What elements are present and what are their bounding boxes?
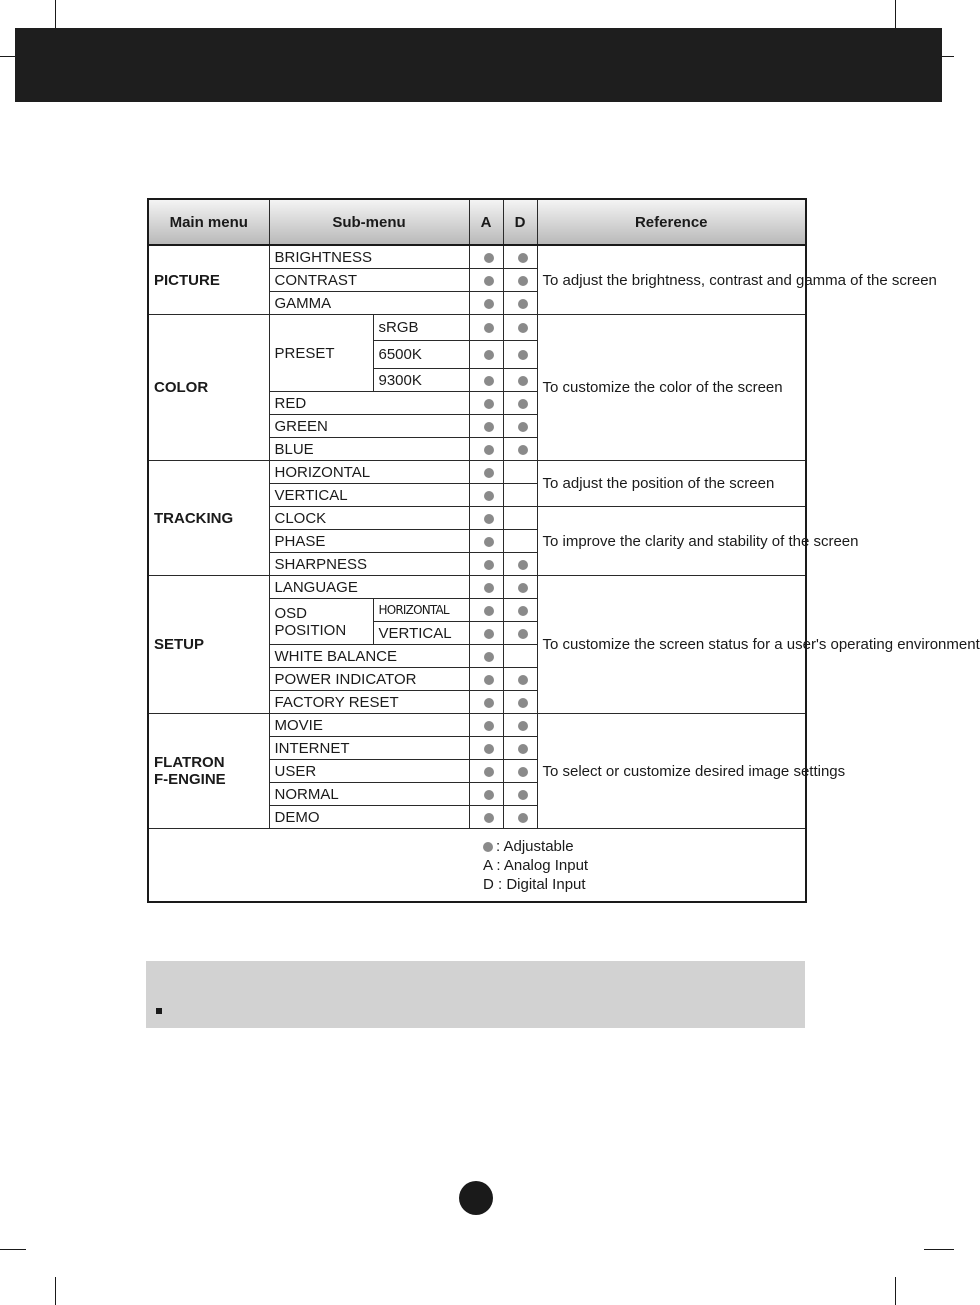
- reference-tracking-position: To adjust the position of the screen: [537, 461, 806, 507]
- adjustable-dot-icon: [518, 629, 528, 639]
- adjustable-dot-icon: [518, 276, 528, 286]
- main-menu-color: COLOR: [148, 315, 269, 461]
- digital-dot: [503, 668, 537, 691]
- analog-dot: [469, 369, 503, 392]
- reference-tracking-clarity: To improve the clarity and stability of the screen: [537, 507, 806, 576]
- digital-empty: [503, 484, 537, 507]
- sub-menu-osd-position: [269, 599, 373, 645]
- digital-dot: [503, 783, 537, 806]
- adjustable-dot-icon: [518, 813, 528, 823]
- digital-empty: [503, 645, 537, 668]
- sub-menu-item: USER: [269, 760, 469, 783]
- adjustable-dot-icon: [484, 514, 494, 524]
- adjustable-dot-icon: [484, 299, 494, 309]
- sub-menu-item: MOVIE: [269, 714, 469, 737]
- crop-mark: [55, 1277, 56, 1305]
- digital-empty: [503, 507, 537, 530]
- crop-mark: [55, 0, 56, 28]
- analog-dot: [469, 714, 503, 737]
- adjustable-dot-icon: [518, 606, 528, 616]
- adjustable-dot-icon: [484, 491, 494, 501]
- analog-dot: [469, 392, 503, 415]
- adjustable-dot-icon: [518, 350, 528, 360]
- analog-dot: [469, 415, 503, 438]
- digital-dot: [503, 245, 537, 269]
- analog-dot: [469, 292, 503, 315]
- digital-dot: [503, 806, 537, 829]
- sub-menu-item: FACTORY RESET: [269, 691, 469, 714]
- digital-dot: [503, 714, 537, 737]
- adjustable-dot-icon: [484, 652, 494, 662]
- sub-menu-item: DEMO: [269, 806, 469, 829]
- adjustable-dot-icon: [518, 253, 528, 263]
- adjustable-dot-icon: [518, 445, 528, 455]
- adjustable-dot-icon: [484, 399, 494, 409]
- main-menu-flatron: [148, 714, 269, 829]
- digital-dot: [503, 691, 537, 714]
- adjustable-dot-icon: [484, 422, 494, 432]
- adjustable-dot-icon: [484, 721, 494, 731]
- sub-menu-item: SHARPNESS: [269, 553, 469, 576]
- adjustable-dot-icon: [484, 560, 494, 570]
- adjustable-dot-icon: [518, 698, 528, 708]
- sub-menu-item: NORMAL: [269, 783, 469, 806]
- adjustable-dot-icon: [518, 790, 528, 800]
- analog-dot: [469, 599, 503, 622]
- adjustable-dot-icon: [484, 468, 494, 478]
- sub-menu-item: GAMMA: [269, 292, 469, 315]
- note-box: [146, 961, 805, 1028]
- adjustable-dot-icon: [484, 376, 494, 386]
- crop-mark: [895, 0, 896, 28]
- header-analog: A: [469, 199, 503, 245]
- sub-menu-item: WHITE BALANCE: [269, 645, 469, 668]
- legend: [483, 837, 805, 894]
- analog-dot: [469, 576, 503, 599]
- digital-dot: [503, 438, 537, 461]
- adjustable-dot-icon: [518, 675, 528, 685]
- adjustable-dot-icon: [518, 560, 528, 570]
- adjustable-dot-icon: [484, 323, 494, 333]
- sub-menu-item: BRIGHTNESS: [269, 245, 469, 269]
- digital-dot: [503, 737, 537, 760]
- analog-dot: [469, 691, 503, 714]
- analog-dot: [469, 806, 503, 829]
- digital-dot: [503, 553, 537, 576]
- adjustable-dot-icon: [484, 445, 494, 455]
- analog-dot: [469, 783, 503, 806]
- adjustable-dot-icon: [484, 583, 494, 593]
- adjustable-dot-icon: [518, 399, 528, 409]
- main-menu-tracking: TRACKING: [148, 461, 269, 576]
- table-row: [148, 461, 806, 484]
- main-menu-picture: PICTURE: [148, 245, 269, 315]
- adjustable-dot-icon: [484, 350, 494, 360]
- sub-menu-item: BLUE: [269, 438, 469, 461]
- digital-empty: [503, 461, 537, 484]
- analog-dot: [469, 245, 503, 269]
- sub-menu-item: CLOCK: [269, 507, 469, 530]
- analog-dot: [469, 622, 503, 645]
- reference-setup: To customize the screen status for a user's operating environment: [537, 576, 806, 714]
- digital-dot: [503, 415, 537, 438]
- adjustable-dot-icon: [484, 767, 494, 777]
- adjustable-dot-icon: [483, 842, 493, 852]
- legend-adjustable: [483, 837, 805, 856]
- adjustable-dot-icon: [484, 675, 494, 685]
- header-row: [148, 199, 806, 245]
- flatron-label: FLATRON: [154, 754, 225, 771]
- analog-dot: [469, 315, 503, 341]
- analog-dot: [469, 507, 503, 530]
- preset-item: 6500K: [373, 341, 469, 369]
- table-row: [148, 245, 806, 269]
- adjustable-dot-icon: [484, 253, 494, 263]
- crop-mark: [0, 1249, 26, 1250]
- reference-picture: To adjust the brightness, contrast and gamma of the screen: [537, 245, 806, 315]
- adjustable-dot-icon: [484, 606, 494, 616]
- digital-dot: [503, 341, 537, 369]
- adjustable-dot-icon: [518, 422, 528, 432]
- analog-dot: [469, 438, 503, 461]
- adjustable-dot-icon: [518, 744, 528, 754]
- adjustable-dot-icon: [484, 813, 494, 823]
- adjustable-dot-icon: [518, 583, 528, 593]
- sub-menu-preset: PRESET: [269, 315, 373, 392]
- reference-flatron: To select or customize desired image settings: [537, 714, 806, 829]
- analog-dot: [469, 461, 503, 484]
- adjustable-dot-icon: [484, 744, 494, 754]
- header-sub-menu: Sub-menu: [269, 199, 469, 245]
- sub-menu-item: INTERNET: [269, 737, 469, 760]
- digital-dot: [503, 369, 537, 392]
- crop-mark: [895, 1277, 896, 1305]
- adjustable-dot-icon: [518, 721, 528, 731]
- adjustable-dot-icon: [484, 537, 494, 547]
- preset-item: 9300K: [373, 369, 469, 392]
- header-digital: D: [503, 199, 537, 245]
- adjustable-dot-icon: [484, 276, 494, 286]
- sub-menu-item: PHASE: [269, 530, 469, 553]
- adjustable-dot-icon: [518, 767, 528, 777]
- analog-dot: [469, 737, 503, 760]
- digital-dot: [503, 622, 537, 645]
- osd-item: HORIZONTAL: [373, 599, 469, 622]
- analog-dot: [469, 553, 503, 576]
- adjustable-dot-icon: [484, 629, 494, 639]
- main-menu-setup: SETUP: [148, 576, 269, 714]
- preset-item: sRGB: [373, 315, 469, 341]
- sub-menu-item: GREEN: [269, 415, 469, 438]
- bullet-icon: [156, 1008, 162, 1014]
- legend-cell: [148, 829, 806, 903]
- adjustable-dot-icon: [518, 323, 528, 333]
- adjustable-dot-icon: [484, 698, 494, 708]
- table-row: [148, 315, 806, 341]
- digital-empty: [503, 530, 537, 553]
- analog-dot: [469, 668, 503, 691]
- osd-menu-table: [147, 198, 980, 903]
- digital-dot: [503, 292, 537, 315]
- analog-dot: [469, 341, 503, 369]
- legend-adjustable-text: : Adjustable: [496, 837, 574, 855]
- header-reference: Reference: [537, 199, 806, 245]
- sub-menu-item: RED: [269, 392, 469, 415]
- digital-dot: [503, 760, 537, 783]
- legend-row: [148, 829, 806, 903]
- adjustable-dot-icon: [484, 790, 494, 800]
- osd-label: OSD: [274, 604, 308, 622]
- analog-dot: [469, 269, 503, 292]
- adjustable-dot-icon: [518, 299, 528, 309]
- digital-dot: [503, 576, 537, 599]
- header-bar: [15, 28, 942, 102]
- reference-color: To customize the color of the screen: [537, 315, 806, 461]
- digital-dot: [503, 269, 537, 292]
- crop-mark: [924, 1249, 954, 1250]
- sub-menu-item: POWER INDICATOR: [269, 668, 469, 691]
- header-main-menu: Main menu: [148, 199, 269, 245]
- analog-dot: [469, 760, 503, 783]
- analog-dot: [469, 645, 503, 668]
- page-number-circle: [459, 1181, 493, 1215]
- f-engine-label: F-ENGINE: [154, 771, 226, 788]
- digital-dot: [503, 599, 537, 622]
- position-label: POSITION: [274, 621, 347, 639]
- adjustable-dot-icon: [518, 376, 528, 386]
- legend-analog: A : Analog Input: [483, 856, 589, 874]
- osd-item: VERTICAL: [373, 622, 469, 645]
- sub-menu-item: CONTRAST: [269, 269, 469, 292]
- table-row: [148, 576, 806, 599]
- analog-dot: [469, 530, 503, 553]
- sub-menu-item: VERTICAL: [269, 484, 469, 507]
- sub-menu-item: LANGUAGE: [269, 576, 469, 599]
- digital-dot: [503, 315, 537, 341]
- analog-dot: [469, 484, 503, 507]
- legend-digital: D : Digital Input: [483, 875, 586, 893]
- table-row: [148, 714, 806, 737]
- digital-dot: [503, 392, 537, 415]
- sub-menu-item: HORIZONTAL: [269, 461, 469, 484]
